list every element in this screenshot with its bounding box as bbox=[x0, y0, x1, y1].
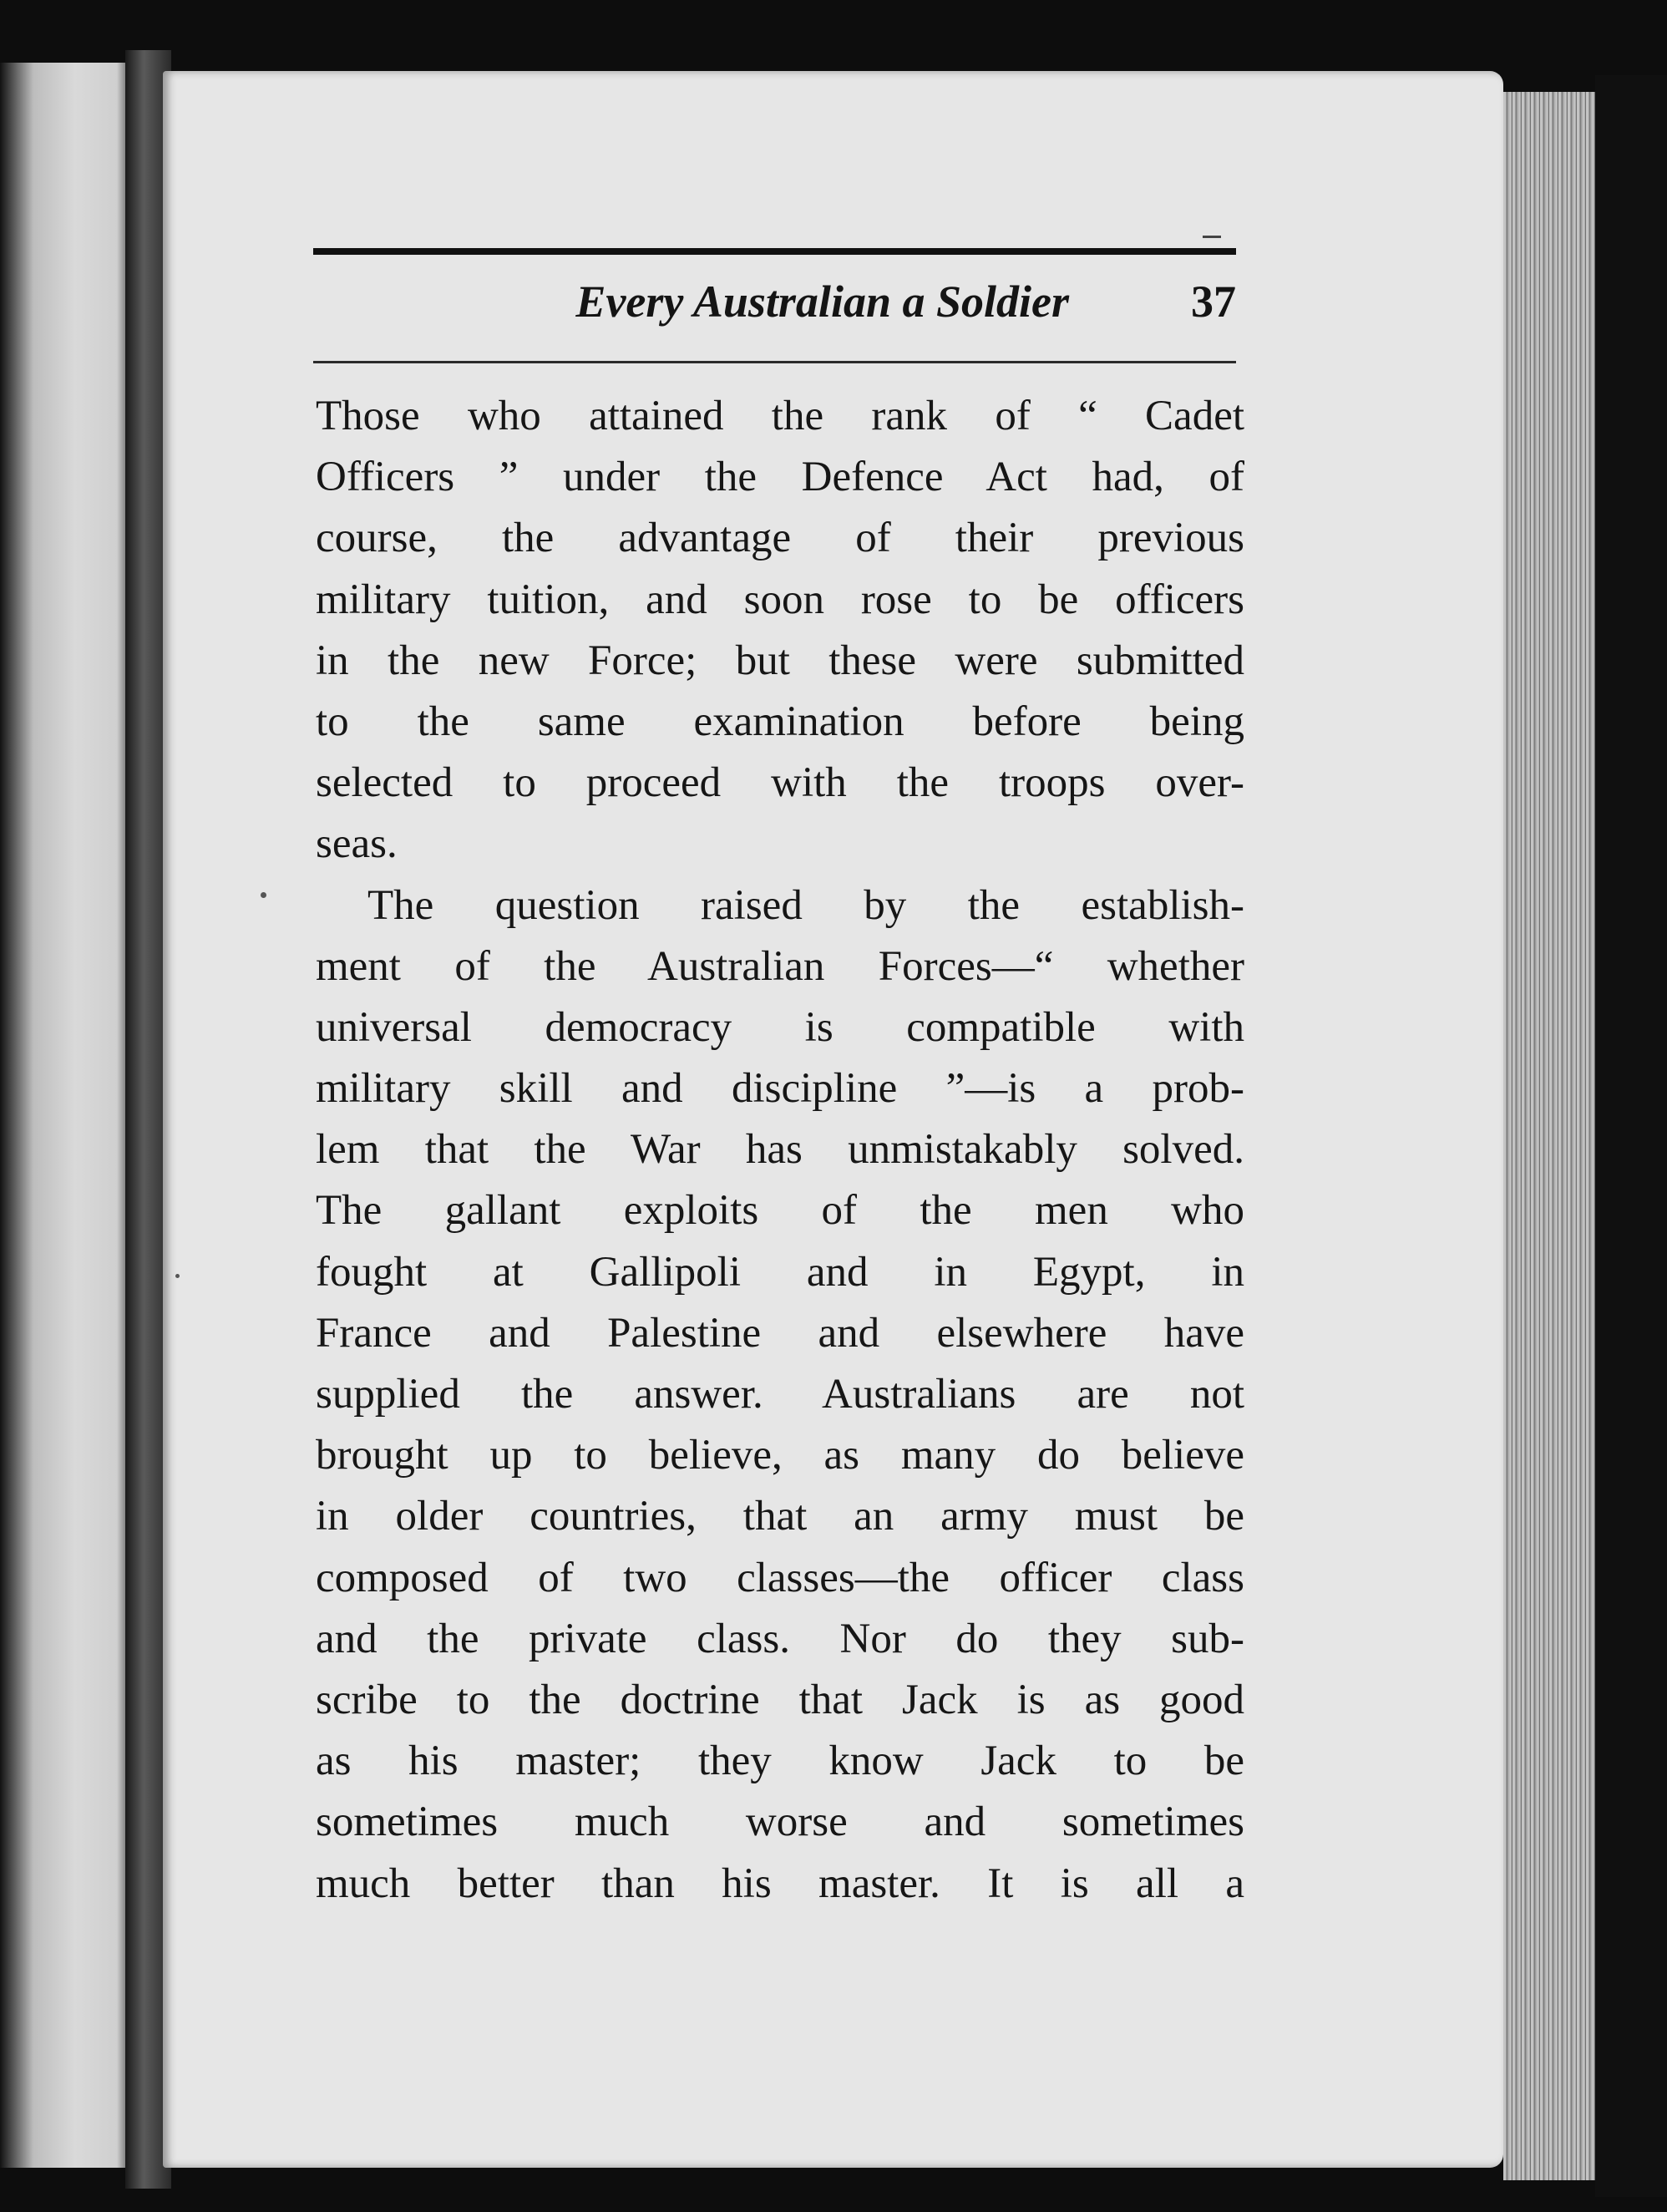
text-line: military tuition, and soon rose to be officers bbox=[316, 576, 1244, 623]
paragraph-2 bbox=[316, 875, 1244, 1915]
dust-speck bbox=[261, 892, 266, 898]
text-line: in older countries, that an army must be bbox=[316, 1493, 1244, 1540]
running-title: Every Australian a Soldier bbox=[575, 276, 1069, 327]
dust-speck bbox=[175, 1274, 180, 1278]
text-line: seas. bbox=[316, 820, 398, 868]
text-line: to the same examination before being bbox=[316, 698, 1244, 745]
paragraph-1 bbox=[316, 386, 1244, 875]
text-line: much better than his master. It is all a bbox=[316, 1859, 1244, 1907]
header-rule-bottom bbox=[313, 361, 1236, 363]
text-line: brought up to believe, as many do believe bbox=[316, 1432, 1244, 1479]
running-head bbox=[313, 276, 1236, 342]
text-line: in the new Force; but these were submitted bbox=[316, 637, 1244, 684]
text-line: and the private class. Nor do they sub- bbox=[316, 1615, 1244, 1662]
text-line: composed of two classes—the officer class bbox=[316, 1554, 1244, 1601]
text-line: selected to proceed with the troops over- bbox=[316, 759, 1244, 807]
previous-page-edge bbox=[0, 63, 146, 2168]
text-line: universal democracy is compatible with bbox=[316, 1003, 1244, 1051]
text-line: France and Palestine and elsewhere have bbox=[316, 1309, 1244, 1357]
text-line: Those who attained the rank of “ Cadet bbox=[316, 393, 1244, 439]
stacked-page-edges bbox=[1503, 92, 1595, 2180]
text-line: supplied the answer. Australians are not bbox=[316, 1371, 1244, 1418]
text-line: sometimes much worse and sometimes bbox=[316, 1799, 1244, 1846]
text-line: lem that the War has unmistakably solved. bbox=[316, 1126, 1244, 1174]
page-number: 37 bbox=[1191, 276, 1236, 327]
text-line: The gallant exploits of the men who bbox=[316, 1187, 1244, 1235]
text-line: Officers ” under the Defence Act had, of bbox=[316, 454, 1244, 501]
header-rule-mark bbox=[1203, 236, 1221, 238]
text-line: course, the advantage of their previous bbox=[316, 515, 1244, 562]
text-line: fought at Gallipoli and in Egypt, in bbox=[316, 1248, 1244, 1296]
scan-background-right bbox=[1595, 75, 1667, 2197]
header-rule-top bbox=[313, 248, 1236, 255]
text-line: scribe to the doctrine that Jack is as good bbox=[316, 1676, 1244, 1723]
text-line: as his master; they know Jack to be bbox=[316, 1738, 1244, 1785]
text-line: ment of the Australian Forces—“ whether bbox=[316, 942, 1244, 990]
text-line: military skill and discipline ”—is a prob- bbox=[316, 1065, 1244, 1113]
body-text bbox=[316, 386, 1244, 1915]
text-line: The question raised by the establish- bbox=[367, 881, 1244, 929]
